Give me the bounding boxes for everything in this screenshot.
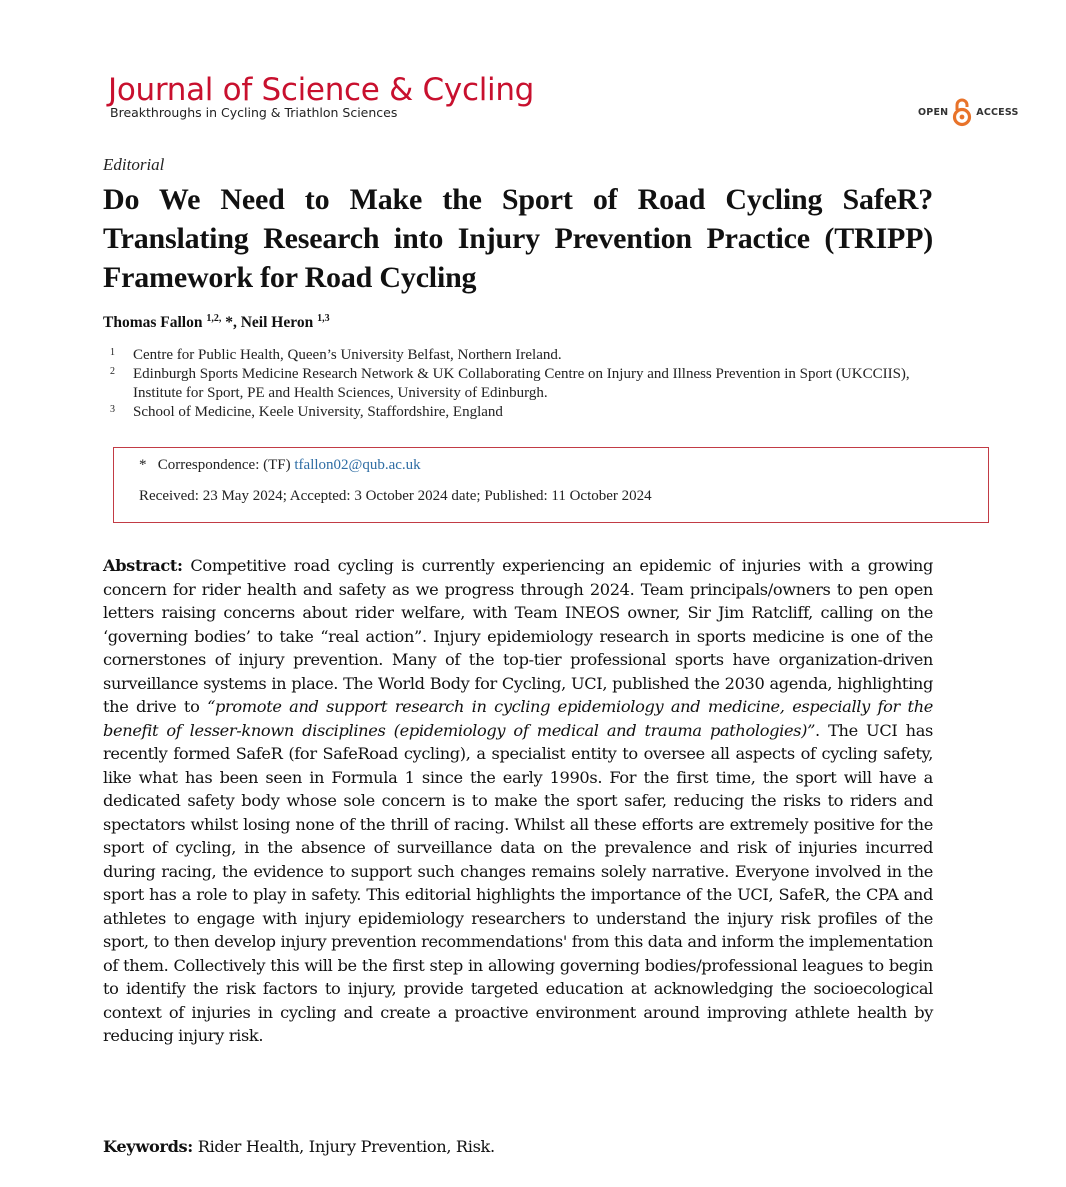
- author-affiliation-marks: 1,3: [317, 313, 330, 324]
- affiliation-list: [110, 346, 940, 422]
- affiliation-text: School of Medicine, Keele University, Staffordshire, England: [133, 404, 503, 420]
- publication-dates: Received: 23 May 2024; Accepted: 3 October 2024 date; Published: 11 October 2024: [139, 488, 652, 504]
- article-type: Editorial: [103, 155, 165, 174]
- author-affiliation-marks: 1,2,: [206, 313, 222, 324]
- journal-subtitle: Breakthroughs in Cycling & Triathlon Sciences: [110, 105, 398, 120]
- affiliation-text: Edinburgh Sports Medicine Research Network & UK Collaborating Centre on Injury and Illness Prevention in Sport (UKCCIIS), Institute for Sport, PE and Health Sciences, University of Edinburgh.: [133, 366, 910, 401]
- keywords-label: Keywords:: [103, 1137, 193, 1156]
- abstract-label: Abstract:: [103, 556, 183, 575]
- abstract-text-part2: . The UCI has recently formed SafeR (for SafeRoad cycling), a specialist entity to oversee all aspects of cycling safety, like what has been seen in Formula 1 since the early 1990s. For the first time, the sport will have a dedicated safety body whose sole concern is to make the sport safer, reducing the risks to riders and spectators whilst losing none of the thrill of racing. Whilst all these efforts are extremely positive for the sport of cycling, in the absence of surveillance data on the prevalence and risk of injuries incurred during racing, the evidence to support such changes remains solely narrative. Everyone involved in the sport has a role to play in safety. This editorial highlights the importance of the UCI, SafeR, the CPA and athletes to engage with injury epidemiology researchers to understand the injury risk profiles of the sport, to then develop injury prevention recommendations' from this data and inform the implementation of them. Collectively this will be the first step in allowing governing bodies/professional leagues to begin to identify the risk factors to injury, provide targeted education at acknowledging the socioecological context of injuries in cycling and create a proactive environment around improving athlete health by reducing injury risk.: [103, 720, 934, 1045]
- author-list: Thomas Fallon $^{1,2,}$ *, Neil Heron $^{1,3}$: [103, 313, 330, 332]
- corresponding-marker: *: [225, 314, 233, 332]
- open-access-badge: [918, 97, 1019, 127]
- affiliation-number: 3: [110, 404, 115, 415]
- keywords: [103, 1137, 495, 1156]
- author-name: Thomas Fallon: [103, 314, 203, 332]
- affiliation-item: [110, 365, 940, 403]
- journal-logo: [108, 72, 534, 120]
- correspondence-box: [113, 447, 989, 523]
- correspondence-email-link[interactable]: tfallon02@qub.ac.uk: [294, 457, 421, 473]
- affiliation-item: [110, 403, 940, 422]
- affiliation-number: 1: [110, 347, 115, 358]
- abstract-text-part1: Competitive road cycling is currently experiencing an epidemic of injuries with a growing concern for rider health and safety as we progress through 2024. Team principals/owners to pen open letters raising concerns about rider welfare, with Team INEOS owner, Sir Jim Ratcliff, calling on the ‘governing bodies’ to take “real action”. Injury epidemiology research in sports medicine is one of the cornerstones of injury prevention. Many of the top-tier professional sports have organization-driven surveillance systems in place. The World Body for Cycling, UCI, published the 2030 agenda, highlighting the drive to: [103, 556, 934, 716]
- open-lock-icon: [951, 97, 973, 127]
- open-access-right-text: ACCESS: [976, 106, 1019, 118]
- article-title: Do We Need to Make the Sport of Road Cycling SafeR? Translating Research into Injury Prevention Practice (TRIPP) Framework for Road Cycling: [103, 183, 933, 294]
- affiliation-item: [110, 346, 940, 365]
- author-name: Neil Heron: [240, 314, 314, 332]
- abstract: [103, 554, 933, 1048]
- correspondence-marker: *: [139, 457, 147, 473]
- affiliation-text: Centre for Public Health, Queen’s University Belfast, Northern Ireland.: [133, 347, 562, 363]
- correspondence-label: Correspondence: (TF): [157, 457, 291, 473]
- keywords-value: Rider Health, Injury Prevention, Risk.: [197, 1137, 495, 1156]
- correspondence-line: [139, 457, 421, 474]
- affiliation-number: 2: [110, 366, 115, 377]
- journal-title: Journal of Science & Cycling: [108, 72, 535, 108]
- open-access-left-text: OPEN: [918, 106, 949, 118]
- abstract-quote: “promote and support research in cycling epidemiology and medicine, especially for the benefit of lesser-known disciplines (epidemiology of medical and trauma pathologies)”: [103, 697, 933, 740]
